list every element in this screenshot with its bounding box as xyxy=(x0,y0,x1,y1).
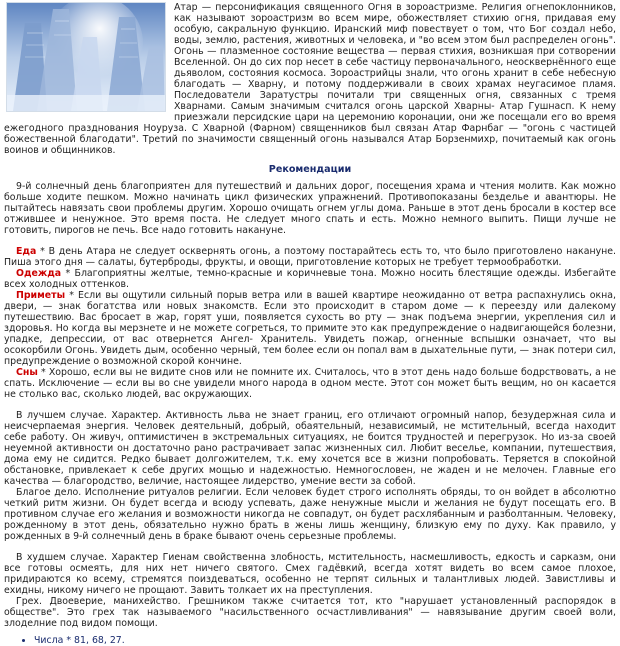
omens-text: * Если вы ощутили сильный порыв ветра или в вашей квартире неожиданно от ветра распахнулись окна, двери, — знак богатства или новых знакомств. Если это происходит в старом доме — к переезду или далекому путешествию. Вас бросает в жар, горят уши, появляется сухость во рту — знак подъема энергии, укрепления сил и здоровья. Но когда вы мерзнете и не можете согреться, то примите это как предупреждение о надвигающейся болезни, упадке, депрессии, от вас отвернется Ангел- Хранитель. Увидеть пожар, огненные вспышки означает, что вы осокорбили Огонь. Увидеть дым, особенно черный, тем более если он попал вам в дыхательные пути, — знак потери сил, предупреждение о возможной скорой кончине. xyxy=(4,290,616,367)
numbers-item: • Числа * 81, 68, 27. xyxy=(34,635,616,646)
dreams-paragraph xyxy=(4,367,616,400)
clothes-label: Одежда xyxy=(16,268,62,279)
clothes-paragraph xyxy=(4,268,616,290)
sin-paragraph: Грех. Двоеверие, манихейство. Грешником также считается тот, кто "нарушает установленный распорядок в обществе". Это грех так называемого "насильственного осчастливливания" — навязывание другим своей воли, злоделние под видом помощи. xyxy=(4,596,616,629)
clothes-text: * Благоприятны желтые, темно-красные и коричневые тона. Можно носить блестящие одежды. Избегайте всех холодных оттенков. xyxy=(4,268,616,290)
numbers-list xyxy=(4,635,616,646)
food-paragraph xyxy=(4,246,616,268)
fire-city-illustration xyxy=(6,2,166,112)
recommendations-paragraph: 9-й солнечный день благоприятен для путешествий и дальних дорог, посещения храма и чтения молитв. Как можно больше ходите пешком. Можно начинать цикл физических упражнений. Противопоказаны безделье и авантюры. Не пытайтесь навязать свои проблемы другим. Хорошо очищать огнем углы дома. Раньше в этот день бросали в костер все отжившее и ненужное. Это время поста. Не следует много спать и есть. Можно немного выпить. Пищи лучше не готовить, пирогов не печь. Все надо готовить накануне. xyxy=(4,181,616,236)
omens-paragraph xyxy=(4,290,616,367)
omens-label: Приметы xyxy=(16,290,66,301)
food-text: * В день Атара не следует осквернять огонь, а поэтому постарайтесь есть то, что было приготовлено накануне. Пиша этого дня — салаты, бутерброды, фрукты, и овощи, приготовление которых не требует термообработки. xyxy=(4,246,616,268)
good-deed-paragraph: Благое дело. Исполнение ритуалов религии. Если человек будет строго исполнять обряды, то он войдет в абсолютно четкий ритм жизни. Он будет всегда и всюду успевать, даже ненужные мысли и желания не будут посещать его. В противном случае его желания и возможности никогда не совпадут, он будет расхлябанным и разболтанным. Человеку, рожденному в этот день, обязательно нужно брать в жены лишь женщину, близкую ему по духу. Как правило, у рожденных в 9-й солнечный день в браке бывают очень серьезные проблемы. xyxy=(4,487,616,542)
recommendations-heading: Рекомендации xyxy=(268,164,352,175)
intro-paragraph: Атар — персонификация священного Огня в зороастризме. Религия огнепоклонников, как называют зороастризм во всем мире, обожествляет стихию огня, придавая ему особую, сакральную функцию. Иранский миф повествует о том, что Бог создал небо, воды, землю, растения, животных и человека, и "во всем этом был распределен огонь". Огонь — плазменное состояние вещества — первая стихия, возникшая при сотворении Вселенной. Он до сих пор несет в себе частицу первоначального, неосквернённого еще дьяволом, состояния космоса. Зороастрийцы знали, что огонь хранит в себе небесную благодать — Хварну, и потому поддерживали в своих храмах неугасимое пламя. Последователи Заратустры почитали три священных огня, связанных с тремя Хварнами. Самым значимым считался огонь царской Хварны- Атар Гушнасп. К нему приезжали персидские цари на церемонию коронации, они же посещали его во время ежегодного празднования Ноуруза. С Хварной (Фарном) священников был связан Атар Фарнбаг — "огонь с частицей божественной благодати". Третий по значимости священный огонь назывался Атар Борзенмихр, почитаемый как огонь воинов и общинников. xyxy=(4,2,616,156)
best-case-paragraph: В лучшем случае. Характер. Активность льва не знает границ, его отличают огромный напор, безудержная сила и неисчерпаемая энергия. Человек деятельный, добрый, обаятельный, независимый, не мстительный, всегда находит себе работу. Он живуч, оптимистичен в экстремальных ситуациях, не боится трудностей и перегрузок. Но из-за своей неуемной активности он достаточно рано растрачивает запас жизненных сил. Любит веселье, компании, путешествия, дома ему не сидится. Редко бывает долгожителем, т.к. ему хочется все в жизни попробовать. Теряется в спокойной обстановке, привлекает к себе других мощью и надежностью. Немногословен, не жаден и не мелочен. Главные его качества — благородство, величие, настоящее лидерство, умение вести за собой. xyxy=(4,410,616,487)
food-label: Еда xyxy=(16,246,37,257)
dreams-label: Сны xyxy=(16,367,38,378)
worst-case-paragraph: В худшем случае. Характер Гиенам свойственна злобность, мстительность, насмешливость, едкость и сарказм, они все готовы осмеять, для них нет ничего святого. Смех гадёвкий, всегда хотят видеть во всем самое плохое, придираются ко всему, стремятся поиздеваться, особенно не терпят сильных и талантливых людей. Завистливы и ехидны, никому ничего не прощают. Завить толкает их на преступления. xyxy=(4,552,616,596)
dreams-text: * Хорошо, если вы не видите снов или не помните их. Считалось, что в этот день надо больше бодрствовать, а не спать. Исключение — если вы во сне увидели много народа в одном месте. Этот сон может быть вещим, но он касается не столько вас, сколько людей, вас окружающих. xyxy=(4,367,616,400)
